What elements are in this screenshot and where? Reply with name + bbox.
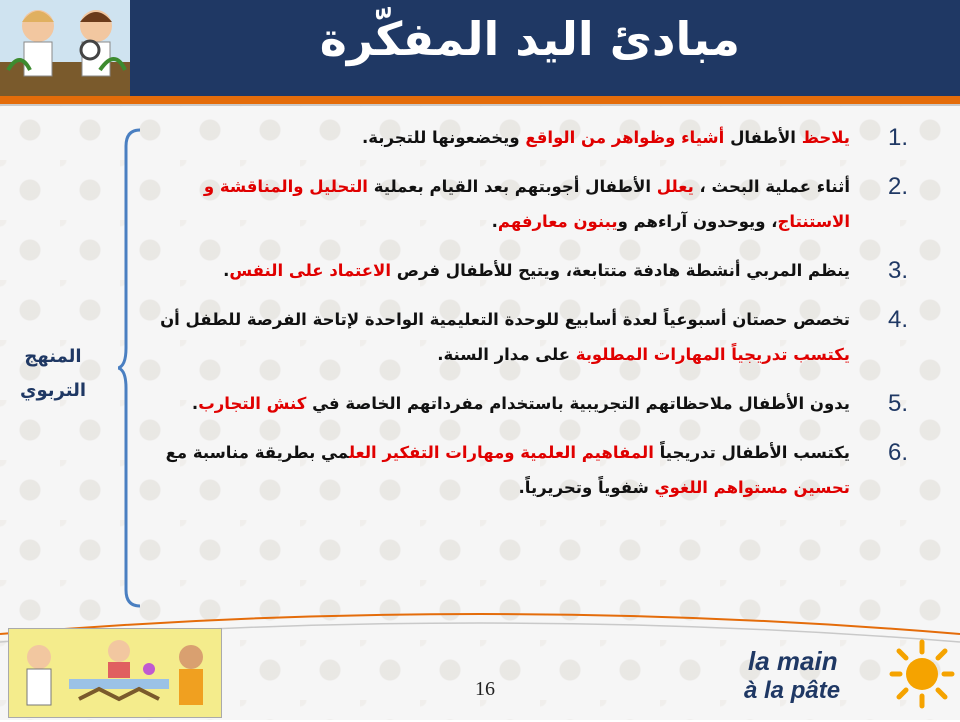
item-number: 6. bbox=[887, 439, 908, 466]
item-text: ينظم المربي أنشطة هادفة متتابعة، ويتيح للأطفال فرص bbox=[391, 261, 850, 280]
principle-item bbox=[150, 169, 920, 239]
principle-item bbox=[150, 386, 920, 421]
item-text: ، ويوحدون آراءهم و bbox=[617, 212, 778, 231]
item-text: الأطفال أجوبتهم بعد القيام بعملية bbox=[367, 177, 657, 196]
header-divider bbox=[0, 104, 960, 106]
logo-text-line2: à la pâte bbox=[744, 677, 841, 704]
curriculum-label bbox=[8, 340, 98, 408]
curly-brace bbox=[118, 126, 148, 610]
logo-text-line1: la main bbox=[748, 646, 838, 676]
emphasized-text: كنش التجارب bbox=[198, 394, 307, 413]
la-main-a-la-pate-logo bbox=[700, 630, 955, 718]
emphasized-text: التحليل والمناقشة و الاستنتاج bbox=[203, 177, 850, 231]
emphasized-text: يبنون معارفهم bbox=[497, 212, 618, 231]
emphasized-text: يكتسب تدريجياً المهارات المطلوبة bbox=[575, 345, 850, 364]
item-text: الأطفال bbox=[724, 128, 802, 147]
item-number: 3. bbox=[887, 257, 908, 284]
item-number: 2. bbox=[887, 173, 908, 200]
principle-item bbox=[150, 435, 920, 505]
emphasized-text: تحسين مستواهم اللغوي bbox=[654, 478, 850, 497]
item-text: على مدار السنة. bbox=[437, 345, 576, 364]
item-text: . bbox=[191, 394, 199, 413]
principle-item bbox=[150, 253, 920, 288]
page-title: مبادئ اليد المفكّرة bbox=[319, 12, 740, 66]
item-text: أثناء عملية البحث ، bbox=[693, 177, 850, 196]
sun-icon bbox=[892, 642, 952, 706]
curriculum-label-line2: التربوي bbox=[19, 380, 86, 401]
emphasized-text: يعلل bbox=[656, 177, 694, 196]
header-accent-stripe bbox=[0, 96, 960, 104]
children-experiment-illustration bbox=[8, 628, 222, 718]
principles-list bbox=[150, 120, 920, 610]
item-text: يكتسب الأطفال تدريجياً bbox=[653, 443, 850, 462]
emphasized-text: أشياء وظواهر من الواقع bbox=[525, 128, 725, 147]
header-bar bbox=[0, 0, 960, 96]
item-text: يدون الأطفال ملاحظاتهم التجريبية باستخدام مفرداتهم الخاصة في bbox=[306, 394, 850, 413]
principle-item bbox=[150, 302, 920, 372]
item-text: . bbox=[223, 261, 230, 280]
item-text: ويخضعونها للتجربة. bbox=[362, 128, 526, 147]
item-text: تخصص حصتان أسبوعياً لعدة أسابيع للوحدة التعليمية الواحدة لإتاحة الفرصة للطفل أن bbox=[160, 310, 850, 329]
item-number: 4. bbox=[887, 306, 908, 333]
item-number: 5. bbox=[887, 390, 908, 417]
item-number: 1. bbox=[887, 124, 908, 151]
item-text: . bbox=[491, 212, 498, 231]
item-text: شفوياً وتحريرياً. bbox=[518, 478, 655, 497]
principle-item bbox=[150, 120, 920, 155]
emphasized-text: يلاحظ bbox=[801, 128, 850, 147]
curriculum-label-line1: المنهج bbox=[24, 346, 82, 367]
emphasized-text: الاعتماد على النفس bbox=[229, 261, 391, 280]
kids-scientists-logo bbox=[0, 0, 130, 96]
emphasized-text: المفاهيم العلمية ومهارات التفكير العل bbox=[348, 443, 654, 462]
page-number: 16 bbox=[475, 678, 495, 700]
item-text: مي بطريقة مناسبة مع bbox=[165, 443, 349, 462]
